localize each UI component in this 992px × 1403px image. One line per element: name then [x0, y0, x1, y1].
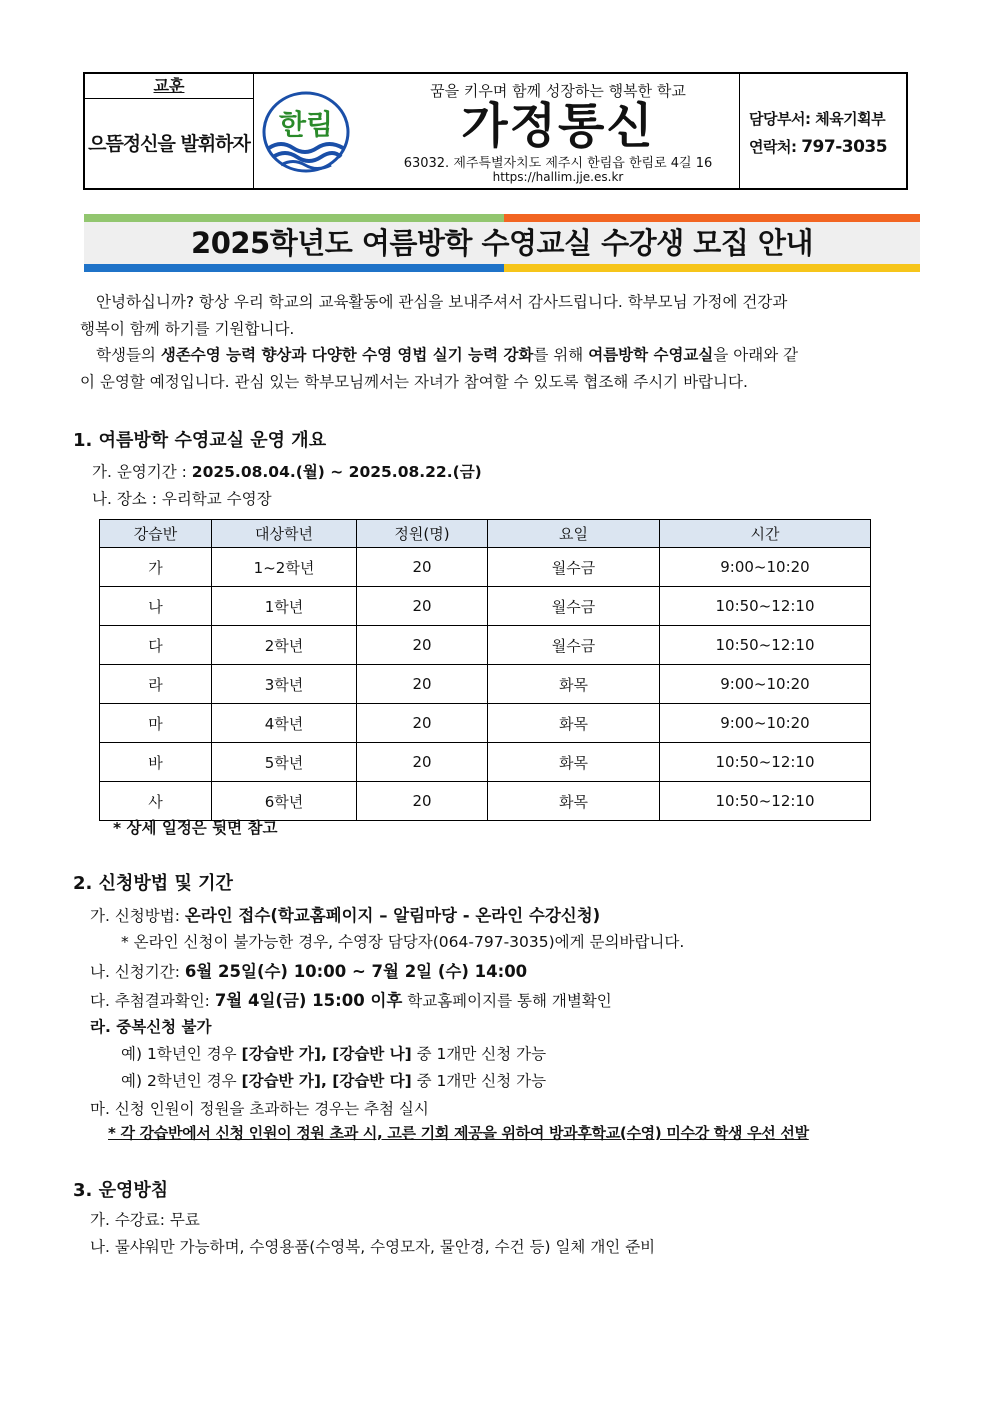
table-cell: 화목 [488, 704, 660, 743]
masthead-box [253, 74, 740, 188]
col-time: 시간 [660, 520, 871, 548]
table-cell: 1학년 [212, 587, 357, 626]
table-cell: 5학년 [212, 743, 357, 782]
fee: 가. 수강료: 무료 [90, 1211, 200, 1229]
school-motto: 으뜸정신을 발휘하자 [88, 133, 250, 155]
table-cell: 6학년 [212, 782, 357, 821]
school-slogan: 꿈을 키우며 함께 성장하는 행복한 학교 [430, 82, 686, 100]
table-cell: 20 [357, 587, 488, 626]
table-cell: 9:00~10:20 [660, 704, 871, 743]
table-cell: 월수금 [488, 548, 660, 587]
location: 나. 장소 : 우리학교 수영장 [92, 490, 272, 508]
table-cell: 월수금 [488, 587, 660, 626]
schedule-table [99, 519, 871, 821]
table-cell: 20 [357, 548, 488, 587]
logo-text: 한림 [278, 108, 334, 141]
col-capacity: 정원(명) [357, 520, 488, 548]
table-row [100, 704, 871, 743]
col-days: 요일 [488, 520, 660, 548]
lottery-result: 다. 추첨결과확인: 7월 4일(금) 15:00 이후 학교홈페이지를 통해 개별확인 [90, 991, 612, 1010]
table-row [100, 548, 871, 587]
table-cell: 라 [100, 665, 212, 704]
motto-box [85, 74, 254, 188]
col-grade: 대상학년 [212, 520, 357, 548]
section-2-heading: 2. 신청방법 및 기간 [73, 873, 233, 894]
newsletter-header [83, 72, 908, 190]
intro-line-2: 행복이 함께 하기를 기원합니다. [80, 320, 295, 338]
schedule-note: * 상세 일정은 뒷면 참고 [113, 819, 278, 837]
priority-note: * 각 강습반에서 신청 인원이 정원 초과 시, 고른 기회 제공을 위하여 방과후학교(수영) 미수강 학생 우선 선발 [108, 1124, 809, 1142]
operation-period: 가. 운영기간 : 2025.08.04.(월) ~ 2025.08.22.(금) [92, 463, 482, 481]
masthead-title: 가정통신 [461, 98, 655, 154]
table-row [100, 743, 871, 782]
motto-heading: 교훈 [85, 74, 253, 99]
table-cell: 다 [100, 626, 212, 665]
table-cell: 20 [357, 782, 488, 821]
duplicate-warning: 라. 중복신청 불가 [90, 1018, 212, 1036]
table-cell: 가 [100, 548, 212, 587]
apply-period: 나. 신청기간: 6월 25일(수) 10:00 ~ 7월 2일 (수) 14:00 [90, 962, 528, 981]
banner-bar-orange [504, 214, 920, 222]
banner-bar-green [84, 214, 504, 222]
intro-line-3: 학생들의 생존수영 능력 향상과 다양한 수영 영법 실기 능력 강화를 위해 여름방학 수영교실을 아래와 같 [96, 346, 799, 364]
table-cell: 2학년 [212, 626, 357, 665]
table-cell: 20 [357, 743, 488, 782]
table-cell: 화목 [488, 743, 660, 782]
lottery-rule: 마. 신청 인원이 정원을 초과하는 경우는 추첨 실시 [90, 1100, 429, 1118]
school-logo-icon [261, 90, 351, 174]
table-cell: 화목 [488, 665, 660, 704]
table-cell: 사 [100, 782, 212, 821]
school-address: 63032. 제주특별자치도 제주시 한림읍 한림로 4길 16 [403, 156, 713, 171]
example-2: 예) 2학년인 경우 [강습반 가], [강습반 다] 중 1개만 신청 가능 [121, 1072, 547, 1090]
table-row [100, 587, 871, 626]
contact-box [739, 74, 906, 188]
table-cell: 20 [357, 665, 488, 704]
contact-phone: 연락처: 797-3035 [749, 137, 888, 157]
section-1-heading: 1. 여름방학 수영교실 운영 개요 [73, 430, 327, 451]
table-cell: 월수금 [488, 626, 660, 665]
table-cell: 화목 [488, 782, 660, 821]
page-title: 2025학년도 여름방학 수영교실 수강생 모집 안내 [191, 226, 813, 260]
example-1: 예) 1학년인 경우 [강습반 가], [강습반 나] 중 1개만 신청 가능 [121, 1045, 547, 1063]
table-cell: 9:00~10:20 [660, 665, 871, 704]
section-3-heading: 3. 운영방침 [73, 1180, 169, 1201]
apply-method: 가. 신청방법: 온라인 접수(학교홈페이지 – 알림마당 - 온라인 수강신청) [90, 906, 601, 925]
supplies: 나. 물샤워만 가능하며, 수영용품(수영복, 수영모자, 물안경, 수건 등) 일체 개인 준비 [90, 1238, 656, 1256]
table-cell: 10:50~12:10 [660, 782, 871, 821]
table-cell: 3학년 [212, 665, 357, 704]
intro-line-1: 안녕하십니까? 항상 우리 학교의 교육활동에 관심을 보내주셔서 감사드립니다. 학부모님 가정에 건강과 [96, 293, 788, 311]
table-cell: 10:50~12:10 [660, 626, 871, 665]
table-row [100, 782, 871, 821]
table-row [100, 665, 871, 704]
table-cell: 20 [357, 626, 488, 665]
table-cell: 나 [100, 587, 212, 626]
table-cell: 바 [100, 743, 212, 782]
table-cell: 10:50~12:10 [660, 587, 871, 626]
school-url: https://hallim.jje.es.kr [492, 170, 624, 184]
table-cell: 20 [357, 704, 488, 743]
department: 담당부서: 체육기획부 [749, 110, 886, 128]
col-class: 강습반 [100, 520, 212, 548]
table-cell: 마 [100, 704, 212, 743]
apply-method-note: * 온라인 신청이 불가능한 경우, 수영장 담당자(064-797-3035)에게 문의바랍니다. [121, 933, 685, 951]
table-cell: 10:50~12:10 [660, 743, 871, 782]
intro-line-4: 이 운영할 예정입니다. 관심 있는 학부모님께서는 자녀가 참여할 수 있도록 협조해 주시기 바랍니다. [80, 373, 748, 391]
table-row [100, 626, 871, 665]
banner-bar-blue [84, 264, 504, 272]
table-cell: 4학년 [212, 704, 357, 743]
banner-bar-yellow [504, 264, 920, 272]
table-header-row [100, 520, 871, 548]
table-cell: 9:00~10:20 [660, 548, 871, 587]
table-cell: 1~2학년 [212, 548, 357, 587]
